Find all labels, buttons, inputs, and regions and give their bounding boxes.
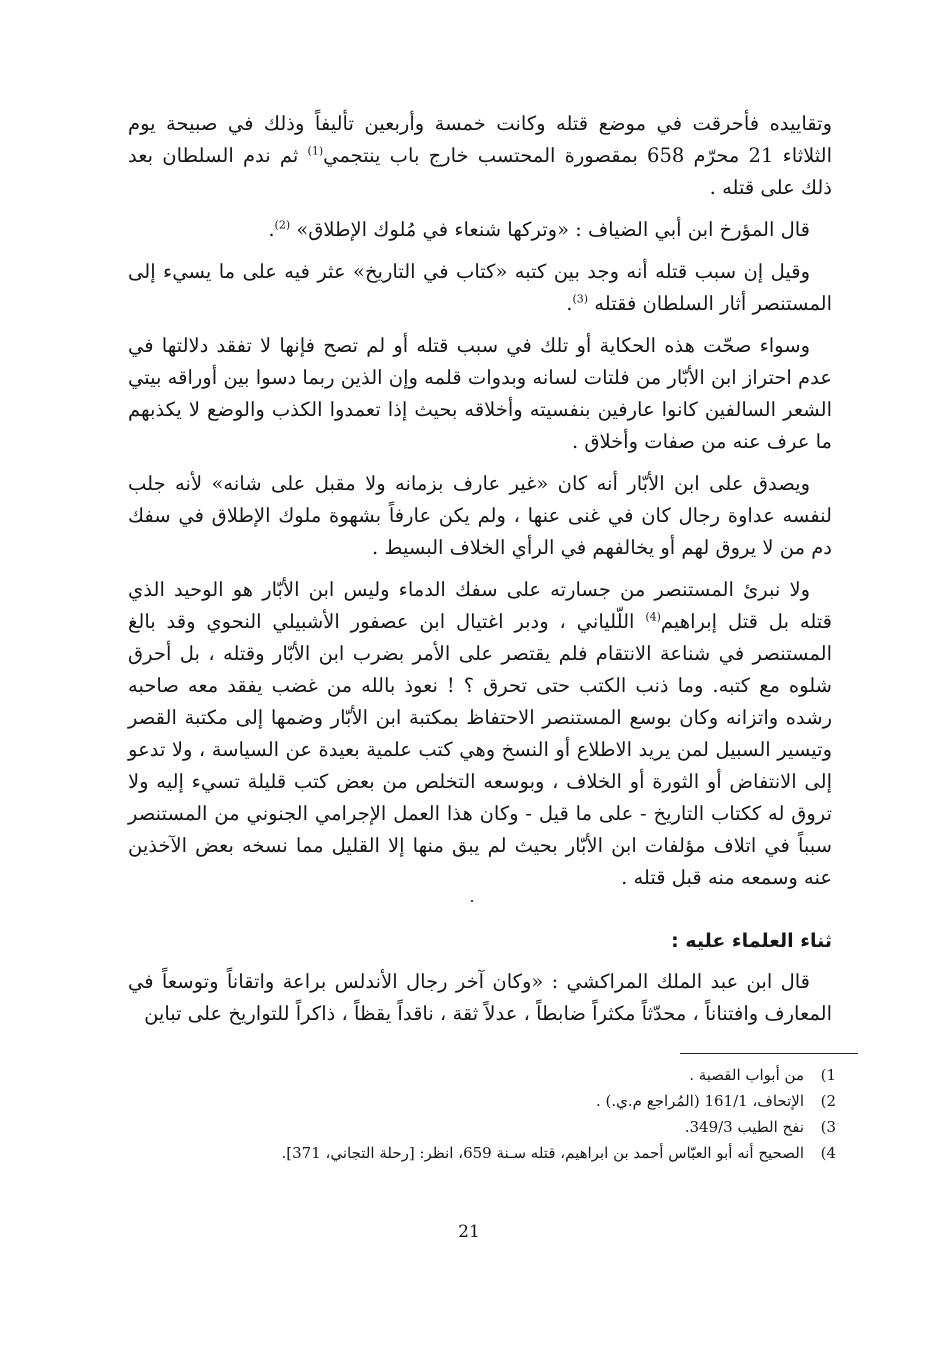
footnote-mark-3: (3) (572, 292, 589, 306)
footnote-4 (136, 1140, 836, 1166)
paragraph-6-text: ولا نبرئ المستنصر من جسارته على سفك الدماء وليس ابن الأبّار هو الوحيد الذي قتله بل قتل إبراهيم (128, 578, 832, 633)
footnotes (136, 1062, 836, 1166)
footnote-number: 2) (820, 1092, 836, 1110)
paragraph-5: ويصدق على ابن الأبّار أنه كان «غير عارف بزمانه ولا مقبل على شانه» لأنه جلب لنفسه عداوة رجال كان في غنى عنها ، ولم يكن عارفاً بشهوة ملوك الإطلاق في سفك دم من لا يروق لهم أو يخالفهم في الرأي الخلاف البسيط . (128, 472, 832, 559)
footnote-mark-4: (4) (645, 610, 661, 624)
paragraph-3 (128, 256, 832, 320)
paragraph-2 (128, 214, 832, 246)
paragraph-2-text: قال المؤرخ ابن أبي الضياف : «وتركها شنعاء في مُلوك الإطلاق» (296, 218, 810, 241)
footnote-mark-1: (1) (307, 144, 324, 158)
footnote-number: 4) (820, 1144, 836, 1162)
section-paragraph: قال ابن عبد الملك المراكشي : «وكان آخر رجال الأندلس براعة واتقاناً وتوسعاً في المعارف وافتناناً ، محدّثاً مكثراً ضابطاً ، عدلاً ثقة ، ناقداً يقظاً ، ذاكراً للتواريخ على تباين (128, 970, 832, 1025)
paragraph-1 (128, 108, 832, 204)
paragraph-1-text: وتقاييده فأحرقت في موضع قتله وكانت خمسة وأربعين تأليفاً وذلك في صبيحة يوم الثلاثاء 21 محرّم 658 بمقصورة المحتسب خارج باب ينتجمي (128, 112, 832, 167)
paragraph-6 (128, 574, 832, 894)
paragraph-3-tail: . (566, 292, 573, 315)
footnote-2 (136, 1088, 836, 1114)
footnote-3 (136, 1114, 836, 1140)
footnote-text: من أبواب القصبة . (689, 1066, 804, 1084)
paragraph-2-tail: . (268, 218, 275, 241)
print-speck (471, 900, 473, 902)
page-number: 21 (458, 1222, 480, 1242)
footnote-1 (136, 1062, 836, 1088)
paragraph-4: وسواء صحّت هذه الحكاية أو تلك في سبب قتله أو لم تصح فإنها لا تفقد دلالتها في عدم احتراز ابن الأبّار من فلتات لسانه وبدوات قلمه وإن الذين ربما دسوا بين أوراقه بيتي الشعر السالفين كانوا عارفين بنفسيته وأخلاقه بحيث إذا تعمدوا الكذب والوضع لا يكذبهم ما عرف عنه من صفات وأخلاق . (128, 334, 832, 453)
page-body (128, 108, 832, 1040)
section-heading: ثناء العلماء عليه : (671, 930, 832, 952)
footnote-text: نفح الطيب 349/3. (684, 1118, 804, 1136)
footnote-mark-2: (2) (274, 218, 291, 232)
footnote-divider (680, 1053, 858, 1054)
paragraph-1-tail: ثم ندم السلطان بعد ذلك على قتله . (128, 144, 832, 199)
paragraph-3-text: وقيل إن سبب قتله أنه وجد بين كتبه «كتاب في التاريخ» عثر فيه على ما يسيء إلى المستنصر أثار السلطان فقتله (128, 260, 832, 315)
footnote-text: الإتحاف، 161/1 (المُراجع م.ي.) . (596, 1092, 804, 1110)
footnote-text: الصحيح أنه أبو العبّاس أحمد بن ابراهيم، قتله سـنة 659، انظر: [رحلة التجاني، 371]. (281, 1144, 804, 1162)
footnote-number: 3) (820, 1118, 836, 1136)
footnote-number: 1) (820, 1066, 836, 1084)
paragraph-6-continued: اللّلياني ، ودبر اغتيال ابن عصفور الأشبيلي النحوي وقد بالغ المستنصر في شناعة الانتقام فلم يقتصر على الأمر بضرب ابن الأبّار وقتله ، بل أحرق شلوه مع كتبه. وما ذنب الكتب حتى تحرق ؟ ! نعوذ بالله من غضب يفقد معه صاحبه رشده واتزانه وكان بوسع المستنصر الاحتفاظ بمكتبة ابن الأبّار وضمها إلى مكتبة القصر وتيسير السبيل لمن يريد الاطلاع أو النسخ وهي كتب علمية بعيدة عن السياسة ، ولا تدعو إلى الانتفاض أو الثورة أو الخلاف ، وبوسعه التخلص من بعض كتب قليلة تسيء إليه ولا تروق له ككتاب التاريخ - على ما قيل - وكان هذا العمل الإجرامي الجنوني من المستنصر سبباً في اتلاف مؤلفات ابن الأبّار بحيث لم يبق منها إلا القليل مما نسخه بعض الآخذين عنه وسمعه منه قبل قتله . (128, 610, 832, 889)
